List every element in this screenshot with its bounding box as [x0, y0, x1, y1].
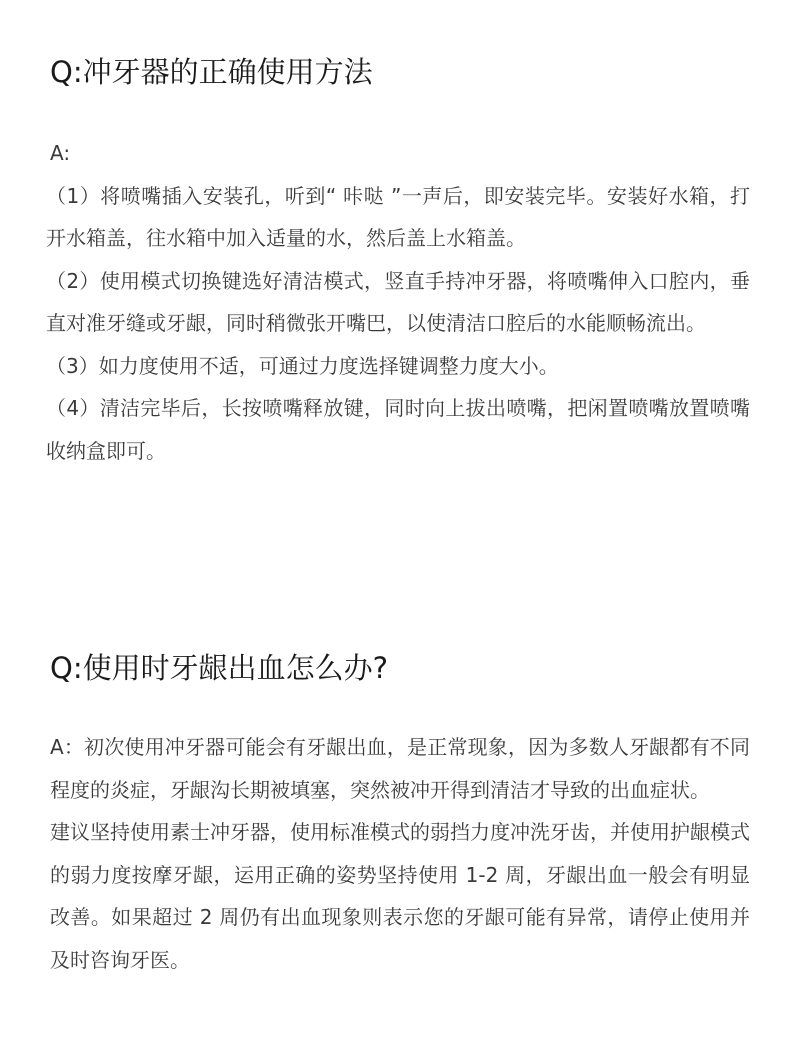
answer-step-4: （4）清洁完毕后，长按喷嘴释放键，同时向上拔出喷嘴，把闲置喷嘴放置喷嘴收纳盒即可。	[46, 396, 750, 463]
question-title: Q:冲牙器的正确使用方法	[50, 55, 373, 89]
answer-paragraph: A：初次使用冲牙器可能会有牙龈出血，是正常现象，因为多数人牙龈都有不同程度的炎症，牙龈沟长期被填塞，突然被冲开得到清洁才导致的出血症状。	[50, 735, 750, 802]
answer-step-1: （1）将喷嘴插入安装孔，听到“ 咔哒 ”一声后，即安装完毕。安装好水箱，打开水箱盖，往水箱中加入适量的水，然后盖上水箱盖。	[46, 183, 750, 250]
answer-paragraph: 建议坚持使用素士冲牙器，使用标准模式的弱挡力度冲洗牙齿，并使用护龈模式的弱力度按摩牙龈，运用正确的姿势坚持使用 1-2 周，牙龈出血一般会有明显改善。如果超过 2 周仍有出血现象则表示您的牙龈可能有异常，请停止使用并及时咨询牙医。	[50, 820, 750, 972]
answer-step-3: （3）如力度使用不适，可通过力度选择键调整力度大小。	[46, 353, 559, 378]
answer-label: A:	[50, 141, 71, 165]
question-title: Q:使用时牙龈出血怎么办?	[50, 651, 388, 685]
answer-block	[46, 132, 750, 472]
faq-section-usage	[46, 52, 750, 472]
faq-section-bleeding	[50, 648, 750, 981]
answer-step-2: （2）使用模式切换键选好清洁模式，竖直手持冲牙器，将喷嘴伸入口腔内，垂直对准牙缝或牙龈，同时稍微张开嘴巴，以使清洁口腔后的水能顺畅流出。	[46, 268, 750, 335]
answer-block	[50, 726, 750, 981]
